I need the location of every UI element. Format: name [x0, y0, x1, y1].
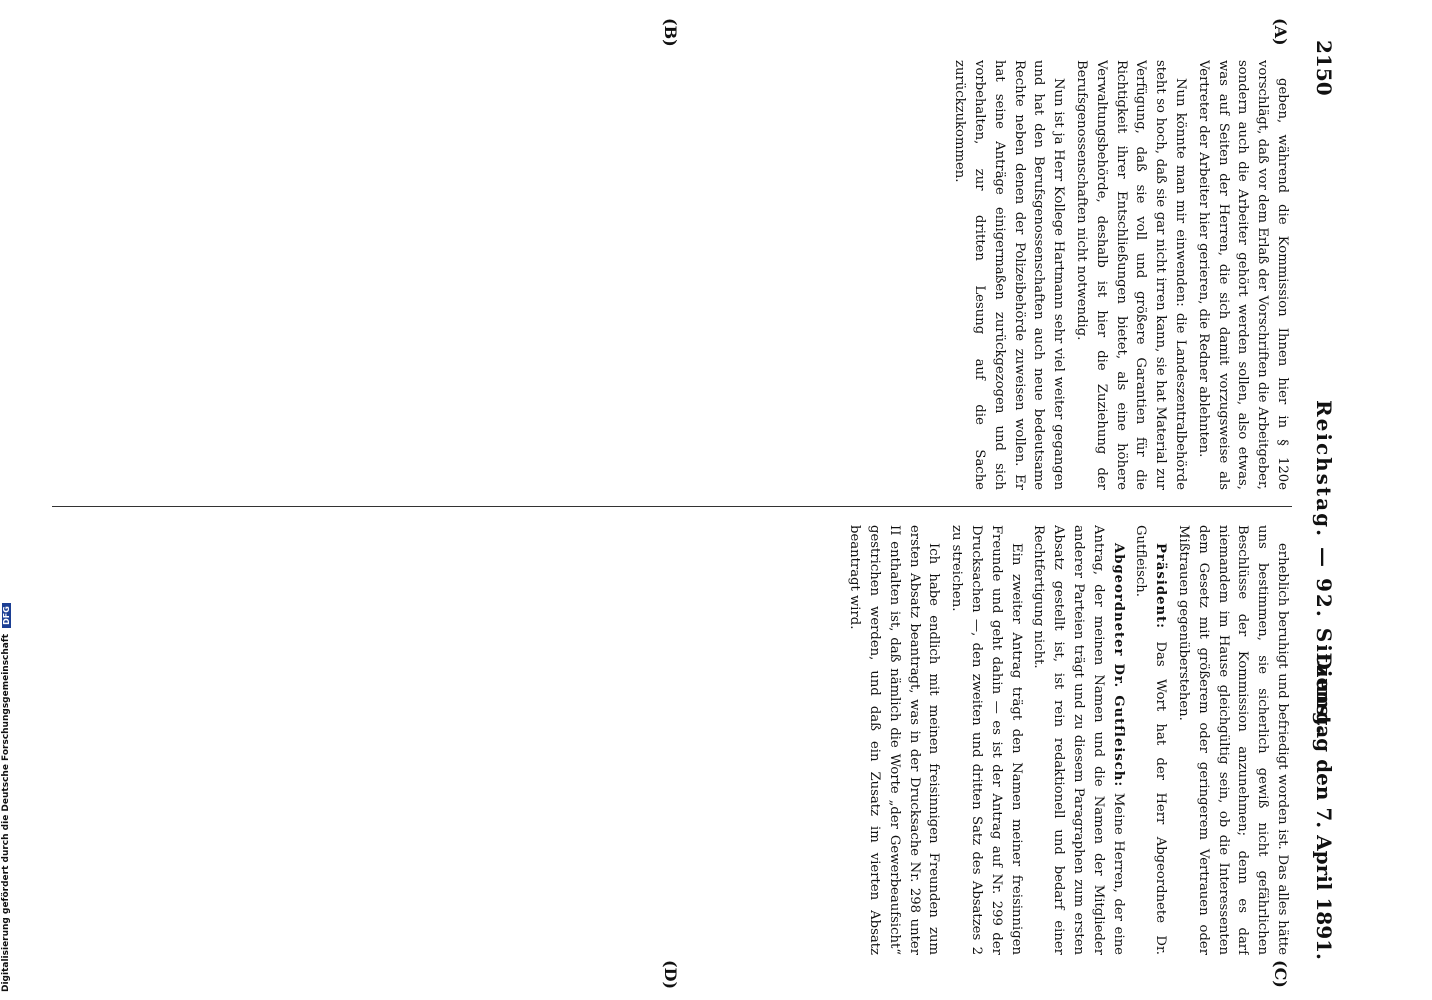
paragraph-text: Nun ist ja Herr Kollege Hartmann sehr viel weiter gegangen und hat den Berufsgenossenschaften auch neue bedeutsame Rechte neben denen der Polizeibehörde zuweisen wollen. Er hat seine Anträge einigermaßen zurückgezogen und sich vorbehalten, zur dritten Lesung auf die Sache zurückzukommen. — [952, 60, 1067, 490]
digitization-credit — [0, 592, 12, 1000]
speaker-name: Abgeordneter Dr. Gutfleisch: — [1110, 543, 1126, 788]
paragraph-text: Das Wort hat der Herr Abgeordnete Dr. Gutfleisch. — [1133, 525, 1169, 955]
left-column — [52, 60, 1292, 490]
page-header — [1300, 40, 1340, 960]
margin-marker-a: (A) — [1271, 18, 1290, 46]
paragraph — [949, 60, 1068, 490]
paragraph-text: Meine Herren, der eine Antrag, der meinen Namen und die Namen der Mitglieder anderer Parteien trägt und zu diesem Paragraphen zum ersten Absatz gestellt ist, ist rein redaktionell und bedarf einer Rechtfertigung nicht. — [1031, 525, 1126, 955]
column-divider — [52, 506, 1292, 507]
paragraph — [844, 525, 943, 955]
paragraph-text: geben, während die Kommission Ihnen hier in § 120e vorschlägt, daß vor dem Erlaß der Vorschriften die Arbeitgeber, sondern auch die Arbeiter gehört werden sollen, also etwas, was auf Seiten der Herren, die sich damit vorzugsweise als Vertreter der Arbeiter hier gerieren, die Redner ablehnten. — [1195, 60, 1290, 490]
running-title: Reichstag. — 92. Sitzung. — [1312, 400, 1336, 737]
paragraph — [946, 525, 1025, 955]
paragraph-text: erheblich beruhigt und befriedigt worden ist. Das alles hätte uns bestimmen, sie sicherlich gewiß nicht gefährlichen Beschlüsse der Kommission anzunehmen; denn es darf niemandem im Hause gleichgültig sein, ob die Interessenten dem Gesetz mit größerem oder geringerem Vertrauen oder Mißtrauen gegenüberstehen. — [1176, 525, 1290, 955]
credit-text: Digitalisierung gefördert durch die Deutsche Forschungsgemeinschaft — [1, 633, 11, 992]
margin-marker-c: (C) — [1271, 960, 1290, 988]
paragraph — [1173, 525, 1292, 955]
paragraph-text: Ich habe endlich mit meinen freisinnigen Freunden zum ersten Absatz beantragt, was in der Drucksache Nr. 298 unter II enthalten ist, daß nämlich die Worte „der Gewerbeaufsicht“ gestrichen werden, und daß ein Zusatz im vierten Absatz beantragt wird. — [847, 525, 942, 955]
speaker-name: Präsident: — [1153, 543, 1169, 630]
dfg-logo-icon: DFG — [2, 603, 11, 628]
margin-marker-d: (D) — [661, 960, 680, 990]
paragraph — [1193, 60, 1292, 490]
paragraph — [1029, 525, 1128, 955]
paragraph — [1071, 60, 1190, 490]
page-number: 2150 — [1312, 40, 1336, 96]
margin-marker-b: (B) — [661, 18, 680, 47]
paragraph-text: Nun könnte man mir einwenden: die Landeszentralbehörde steht so hoch, daß sie gar nicht irren kann, sie hat Material zur Verfügung, daß sie voll und größere Garantien für die Richtigkeit ihrer Entschließungen bietet, als eine höhere Verwaltungsbehörde, deshalb ist hier die Zuziehung der Berufsgenossenschaften nicht notwendig. — [1074, 60, 1189, 490]
paragraph — [1131, 525, 1171, 955]
right-column — [52, 525, 1292, 955]
paragraph-text: Ein zweiter Antrag trägt den Namen meiner freisinnigen Freunde und geht dahin — es ist der Antrag auf Nr. 299 der Drucksachen —, den zweiten und dritten Satz des Absatzes 2 zu streichen. — [949, 525, 1024, 955]
date-line: Dienstag den 7. April 1891. — [1312, 652, 1336, 960]
